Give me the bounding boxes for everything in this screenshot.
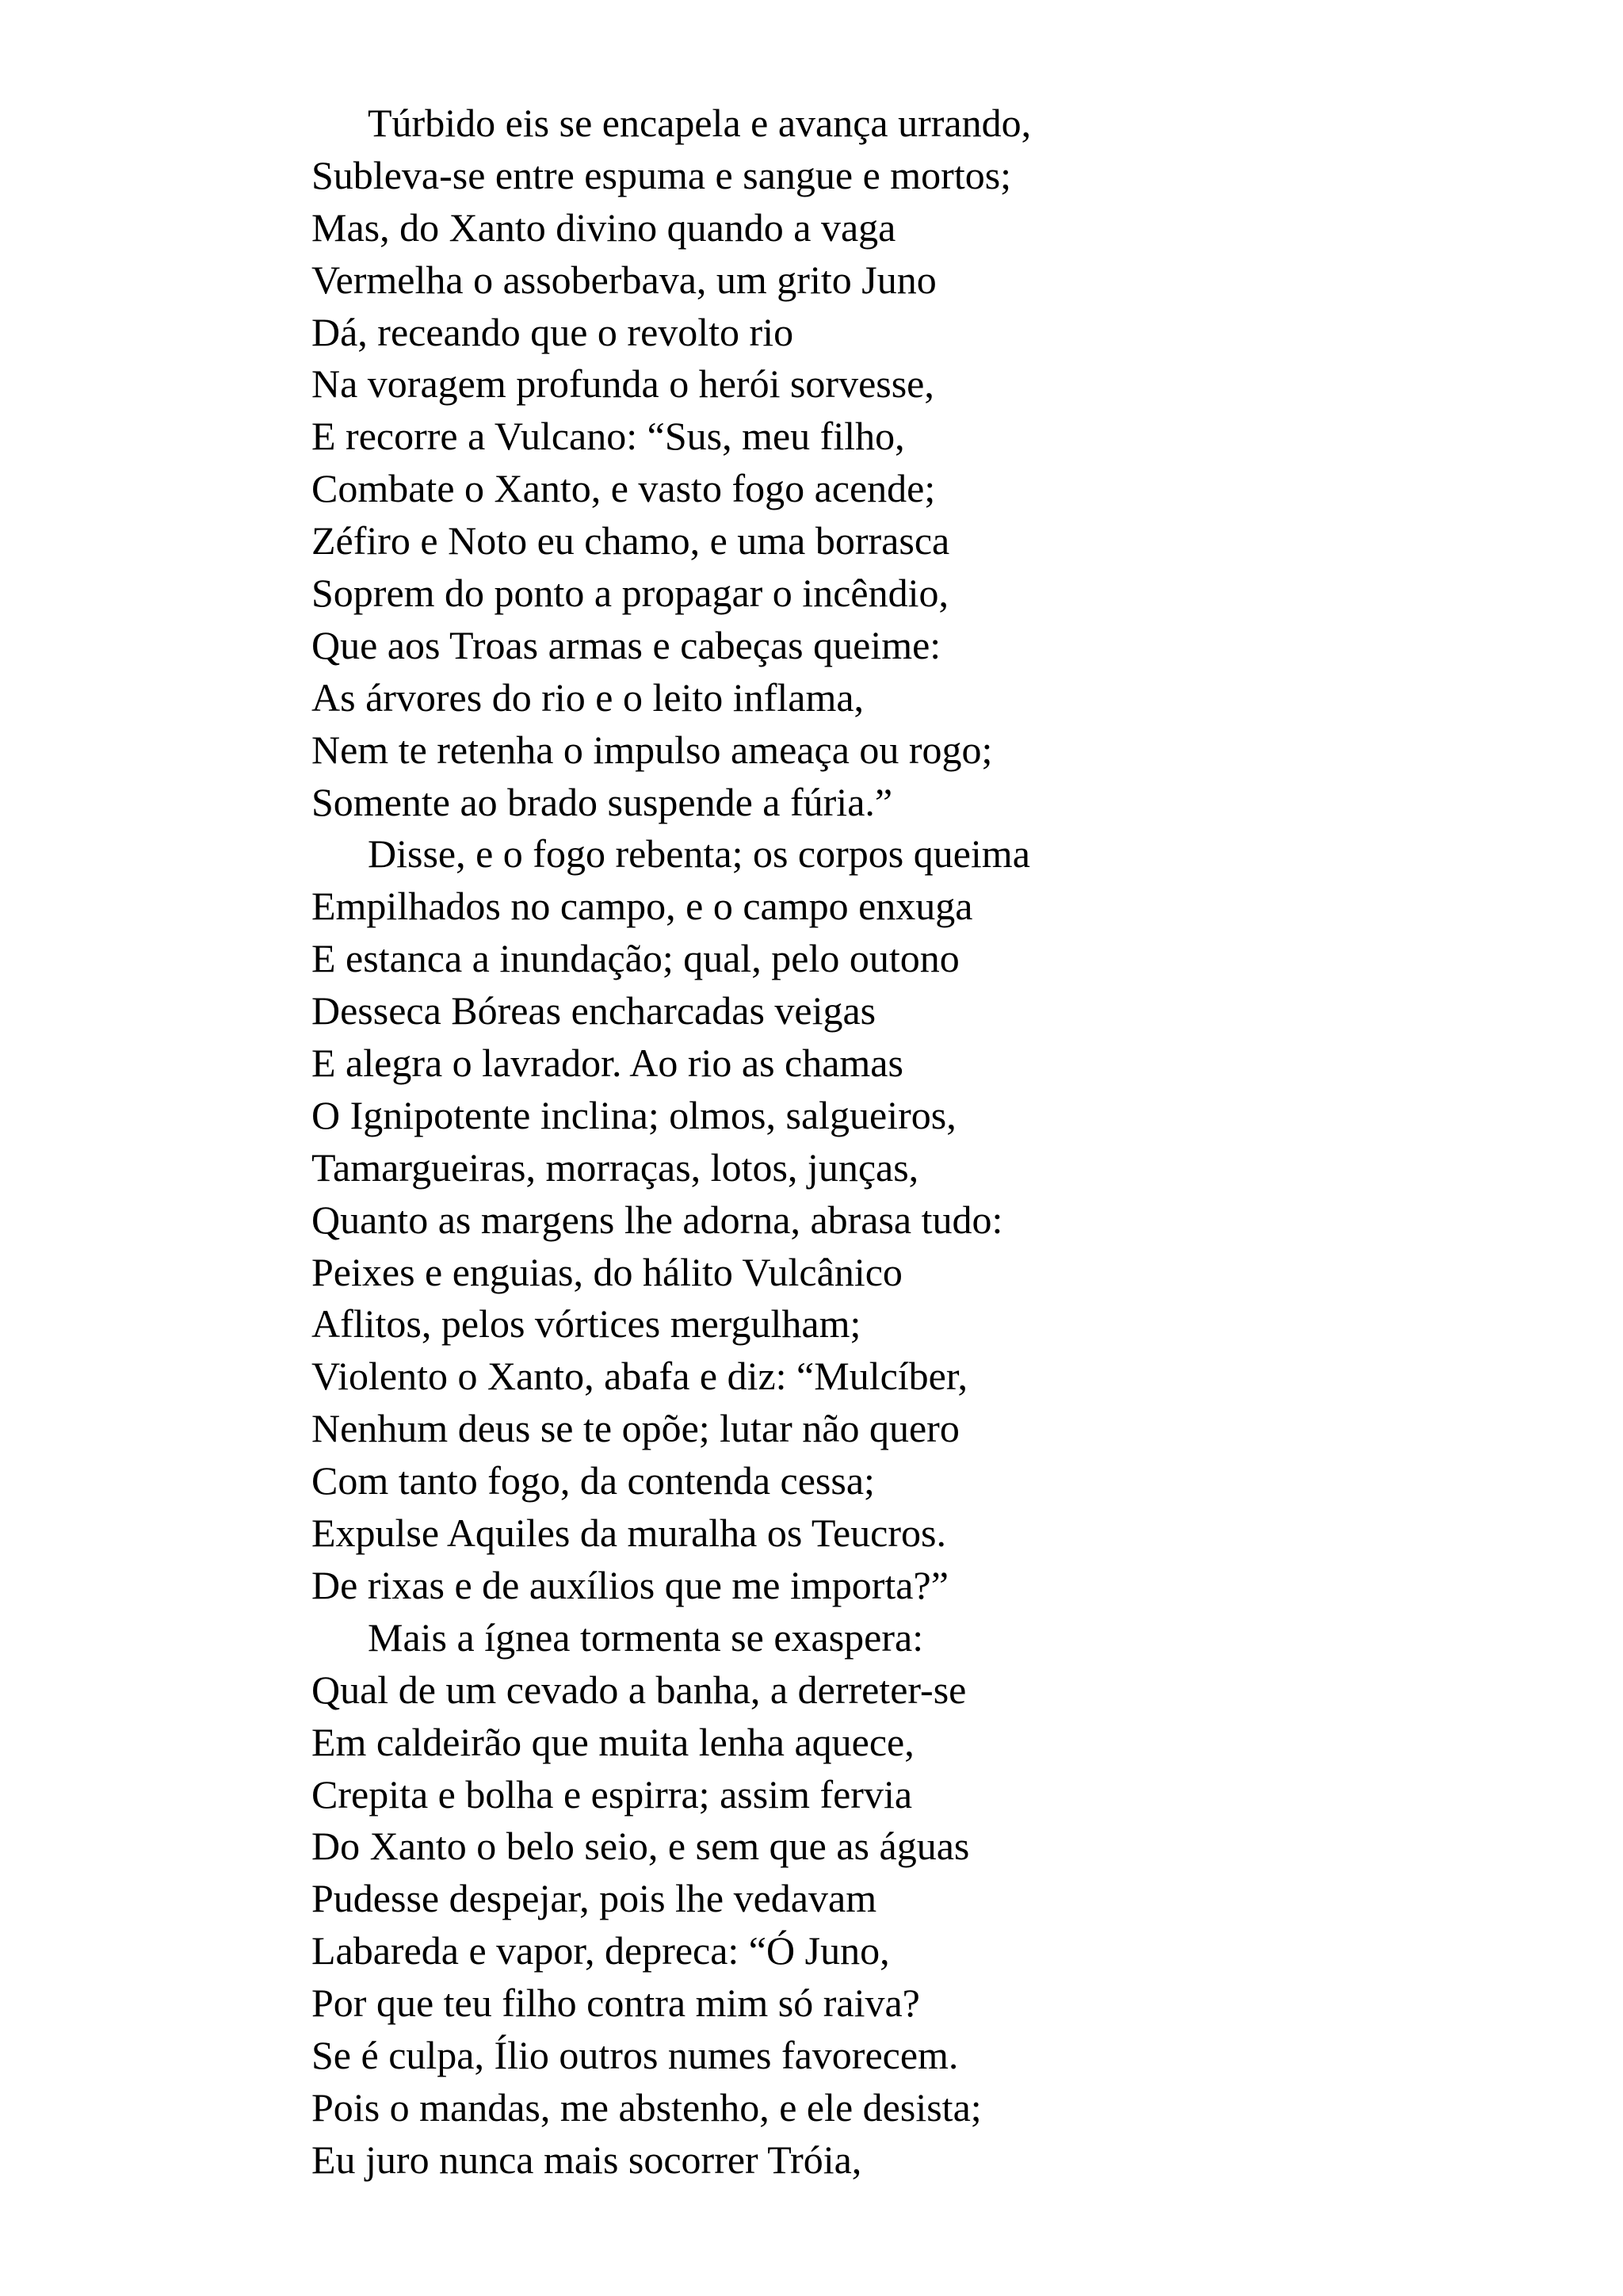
verse-line: Nem te retenha o impulso ameaça ou rogo; [311,727,993,772]
verse-line: Aflitos, pelos vórtices mergulham; [311,1301,861,1347]
verse-line: E recorre a Vulcano: “Sus, meu filho, [311,414,905,459]
verse-line: Tamargueiras, morraças, lotos, junças, [311,1144,919,1190]
verse-line: Eu juro nunca mais socorrer Tróia, [311,2137,862,2182]
verse-line: Disse, e o fogo rebenta; os corpos queima [368,831,1030,877]
verse-line: Mais a ígnea tormenta se exaspera: [368,1614,924,1660]
verse-line: Violento o Xanto, abafa e diz: “Mulcíber, [311,1354,968,1399]
verse-line: Nenhum deus se te opõe; lutar não quero [311,1406,960,1451]
verse-line: Combate o Xanto, e vasto fogo acende; [311,466,936,511]
verse-line: Túrbido eis se encapela e avança urrando, [368,101,1032,145]
verse-line: Em caldeirão que muita lenha aquece, [311,1719,915,1764]
verse-line: Crepita e bolha e espirra; assim fervia [311,1771,913,1817]
verse-line: Somente ao brado suspende a fúria.” [311,779,893,824]
verse-line: Labareda e vapor, depreca: “Ó Juno, [311,1928,890,1973]
verse-line: Na voragem profunda o herói sorvesse, [311,361,934,407]
verse-line: Com tanto fogo, da contenda cessa; [311,1458,875,1503]
verse-line: Soprem do ponto a propagar o incêndio, [311,571,949,616]
verse-line: Dá, receando que o revolto rio [311,309,794,354]
verse-line: Mas, do Xanto divino quando a vaga [311,204,896,250]
verse-line: Zéfiro e Noto eu chamo, e uma borrasca [311,518,950,563]
verse-line: Pudesse despejar, pois lhe vedavam [311,1876,877,1921]
verse-line: Expulse Aquiles da muralha os Teucros. [311,1511,946,1556]
verse-line: E estanca a inundação; qual, pelo outono [311,936,960,981]
verse-line: O Ignipotente inclina; olmos, salgueiros, [311,1092,957,1137]
verse-line: Que aos Troas armas e cabeças queime: [311,622,941,667]
verse-line: Quanto as margens lhe adorna, abrasa tudo: [311,1197,1003,1242]
verse-line: Subleva-se entre espuma e sangue e mortos; [311,152,1012,197]
verse-line: Empilhados no campo, e o campo enxuga [311,884,973,929]
verse-line: De rixas e de auxílios que me importa?” [311,1562,949,1607]
verse-line: Peixes e enguias, do hálito Vulcânico [311,1249,903,1294]
verse-line: As árvores do rio e o leito inflama, [311,674,865,720]
poem-text [311,97,1500,2187]
verse-line: Pois o mandas, me abstenho, e ele desista; [311,2084,982,2130]
verse-line: E alegra o lavrador. Ao rio as chamas [311,1041,903,1086]
verse-line: Se é culpa, Ílio outros numes favorecem. [311,2032,959,2077]
verse-line: Desseca Bóreas encharcadas veigas [311,988,876,1033]
verse-line: Qual de um cevado a banha, a derreter-se [311,1667,967,1712]
verse-line: Vermelha o assoberbava, um grito Juno [311,257,937,302]
verse-line: Por que teu filho contra mim só raiva? [311,1981,920,2026]
verse-line: Do Xanto o belo seio, e sem que as águas [311,1824,970,1869]
